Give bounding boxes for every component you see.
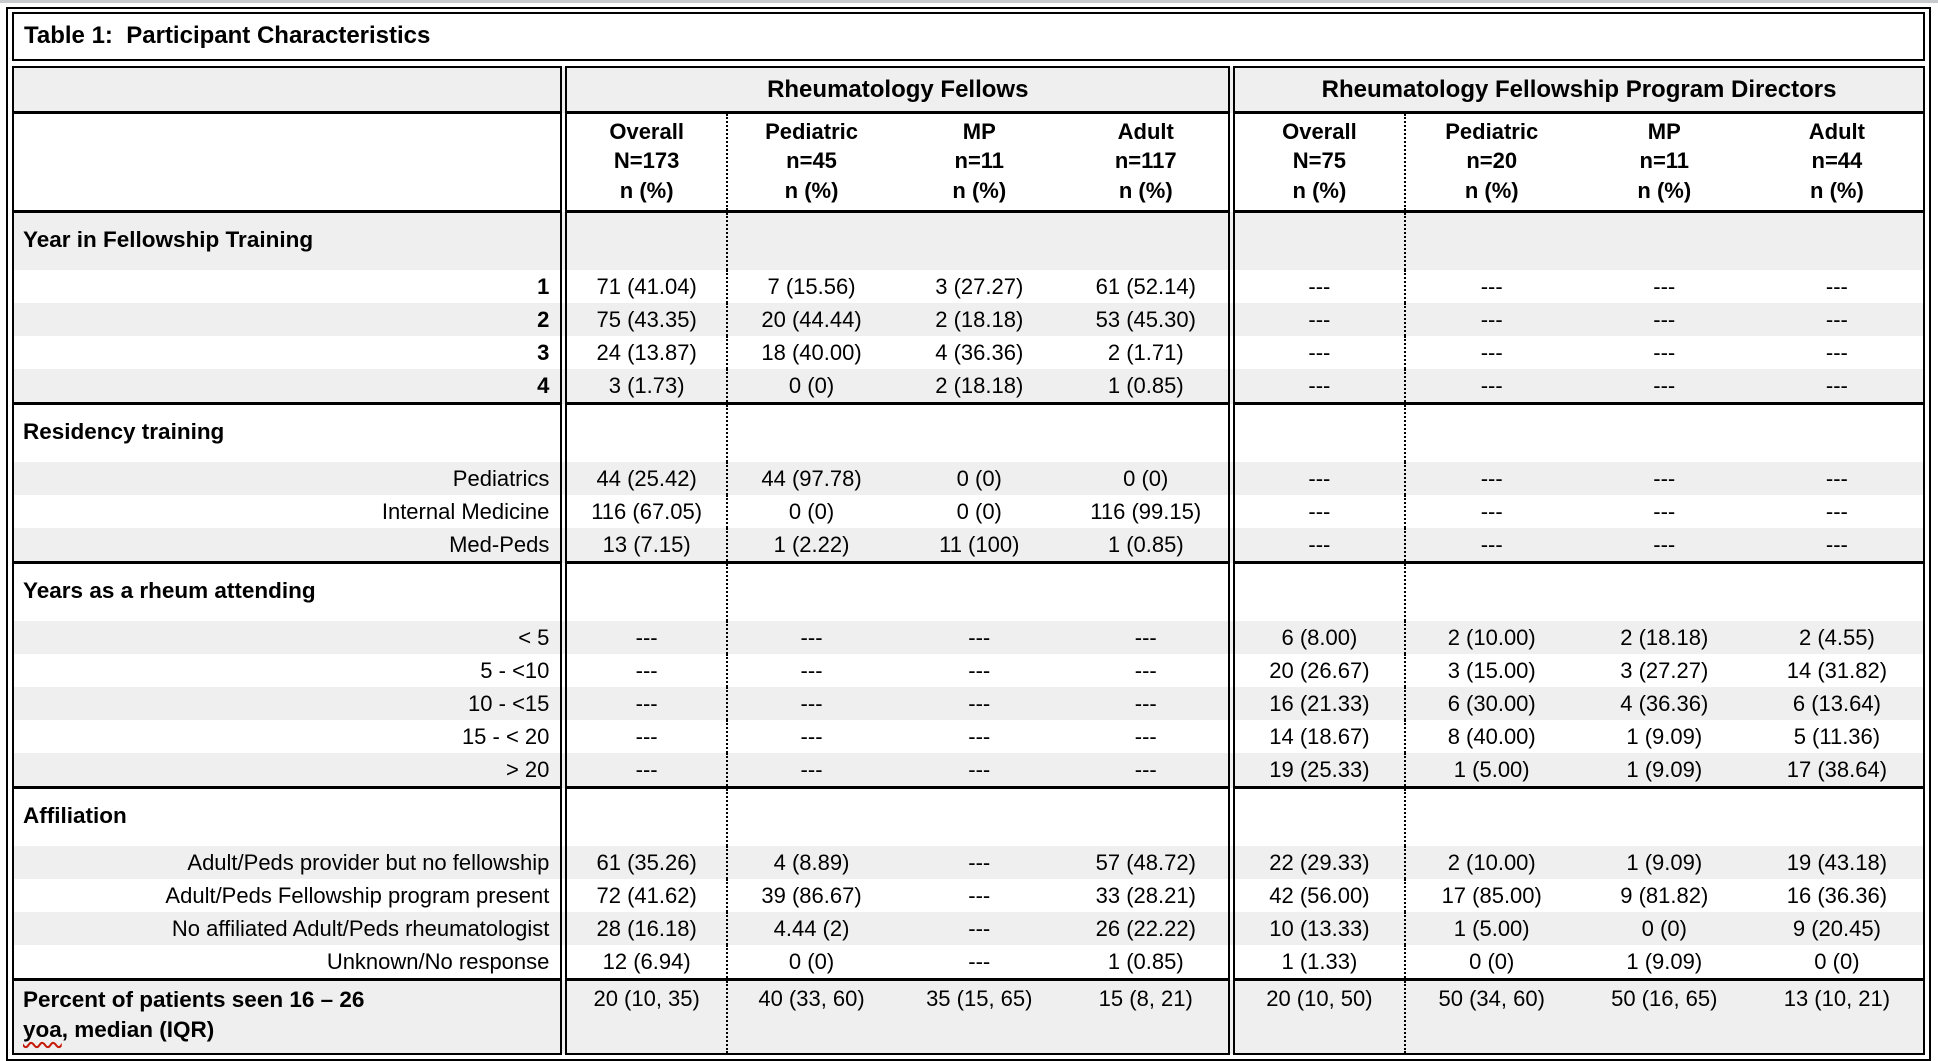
data-cell: 42 (56.00): [1232, 879, 1405, 912]
row-label: Med-Peds: [13, 528, 564, 563]
column-header-line: Pediatric: [1445, 119, 1539, 144]
summary-data-cell: 50 (34, 60): [1405, 980, 1578, 1055]
table-row: [13, 654, 1924, 687]
data-cell: 61 (52.14): [1095, 273, 1196, 299]
data-cell: 2 (18.18): [1578, 621, 1751, 654]
section-header-spacer-cell: [1232, 788, 1405, 847]
data-cell: ---: [564, 621, 727, 654]
row-label: 15 - < 20: [461, 723, 550, 749]
column-header: [895, 113, 1063, 212]
column-header-line: n (%): [1464, 177, 1519, 203]
data-cell: ---: [895, 753, 1063, 788]
data-cell: ---: [727, 720, 895, 753]
section-header-spacer-cell: [1578, 404, 1751, 463]
table-row: [13, 720, 1924, 753]
data-cell: 20 (44.44): [727, 303, 895, 336]
data-cell: ---: [727, 654, 895, 687]
data-cell: 6 (30.00): [1405, 687, 1578, 720]
summary-data-cell: 50 (16, 65): [1578, 980, 1751, 1055]
section-header-spacer-cell: [1063, 788, 1231, 847]
column-header: [1751, 113, 1924, 212]
data-cell: 2 (1.71): [1107, 339, 1184, 365]
column-header-line: Overall: [609, 119, 684, 144]
section-header-spacer-cell: [727, 788, 895, 847]
section-header-spacer-cell: [1063, 212, 1231, 271]
row-label: > 20: [13, 753, 564, 788]
data-cell: ---: [1653, 498, 1676, 524]
data-cell: 2 (10.00): [1405, 621, 1578, 654]
window-top-edge: [0, 0, 1938, 3]
data-cell: 4 (36.36): [935, 339, 1024, 365]
data-cell: ---: [1578, 528, 1751, 563]
column-header: [1405, 113, 1578, 212]
section-header-spacer-cell: [895, 563, 1063, 622]
section-header-spacer-cell: [1232, 212, 1405, 271]
data-cell: 1 (9.09): [1626, 723, 1703, 749]
data-cell: 9 (81.82): [1620, 882, 1709, 908]
table-row: [13, 212, 1924, 271]
data-cell: 12 (6.94): [564, 945, 727, 980]
data-cell: 0 (0): [956, 498, 1002, 524]
data-cell: ---: [1825, 498, 1848, 524]
data-cell: ---: [1578, 303, 1751, 336]
section-header-spacer-cell: [1232, 404, 1405, 463]
data-cell: ---: [1232, 495, 1405, 528]
data-cell: ---: [968, 882, 991, 908]
data-cell: 16 (21.33): [1232, 687, 1405, 720]
summary-row-label: Percent of patients seen 16 – 26 yoa, median (IQR): [13, 980, 564, 1055]
data-cell: 0 (0): [1578, 912, 1751, 945]
table-row: [13, 303, 1924, 336]
table-row: [13, 846, 1924, 879]
data-cell: 0 (0): [895, 462, 1063, 495]
section-header-spacer-cell: [1405, 788, 1578, 847]
data-cell: ---: [1232, 303, 1405, 336]
column-header-line: Pediatric: [765, 119, 858, 144]
table-title: Table 1: Participant Characteristics: [12, 12, 1925, 61]
column-header-line: n (%): [952, 177, 1007, 203]
data-cell: 26 (22.22): [1063, 912, 1231, 945]
row-label: < 5: [13, 621, 564, 654]
table-row: [13, 336, 1924, 369]
data-cell: 61 (35.26): [564, 846, 727, 879]
column-header-line: MP: [1647, 119, 1681, 144]
section-header-spacer-cell: [895, 212, 1063, 271]
data-cell: 33 (28.21): [1095, 882, 1196, 908]
table-row: [13, 563, 1924, 622]
summary-data-cell: 40 (33, 60): [727, 980, 895, 1055]
row-label: Unknown/No response: [326, 948, 550, 974]
section-header-spacer-cell: [895, 788, 1063, 847]
section-header-spacer-cell: [1405, 212, 1578, 271]
data-cell: 72 (41.62): [564, 879, 727, 912]
table-outer-frame: [6, 7, 1931, 1061]
data-cell: 1 (0.85): [1063, 528, 1231, 563]
data-cell: 24 (13.87): [564, 336, 727, 369]
column-header-line: n (%): [1118, 177, 1173, 203]
data-cell: ---: [968, 948, 991, 974]
data-cell: 2 (4.55): [1751, 621, 1924, 654]
misspelled-word: yoa: [23, 1017, 62, 1043]
data-cell: ---: [1825, 339, 1848, 365]
table-row: [13, 369, 1924, 404]
section-header-label: Affiliation: [13, 788, 564, 847]
column-header-line: n (%): [1292, 177, 1347, 203]
data-cell: 1 (5.00): [1405, 753, 1578, 788]
data-cell: ---: [1578, 369, 1751, 404]
section-header-spacer-cell: [564, 212, 727, 271]
section-header-spacer-cell: [1751, 404, 1924, 463]
data-cell: ---: [564, 753, 727, 788]
column-header: [1063, 113, 1231, 212]
section-header-spacer-cell: [727, 404, 895, 463]
section-header-spacer-cell: [727, 212, 895, 271]
data-cell: 7 (15.56): [727, 270, 895, 303]
table-row: [13, 912, 1924, 945]
column-header-line: n=44: [1811, 148, 1863, 174]
data-cell: 4 (36.36): [1578, 687, 1751, 720]
table-row: [13, 945, 1924, 980]
row-label-spacer: [13, 67, 564, 113]
section-header-label: Residency training: [13, 404, 564, 463]
row-label: 3: [537, 339, 550, 365]
section-header-spacer-cell: [1063, 563, 1231, 622]
data-cell: ---: [1232, 369, 1405, 404]
column-header-line: n (%): [619, 177, 674, 203]
column-header-line: n=20: [1466, 148, 1518, 174]
data-cell: ---: [564, 654, 727, 687]
data-cell: ---: [1134, 723, 1157, 749]
data-cell: ---: [564, 720, 727, 753]
data-cell: 53 (45.30): [1063, 303, 1231, 336]
section-header-spacer-cell: [564, 788, 727, 847]
data-cell: ---: [1825, 273, 1848, 299]
column-header-line: N=75: [1292, 148, 1347, 174]
data-cell: ---: [564, 687, 727, 720]
section-header-spacer-cell: [564, 404, 727, 463]
data-cell: 18 (40.00): [727, 336, 895, 369]
data-cell: 4 (8.89): [727, 846, 895, 879]
column-header-line: MP: [962, 119, 996, 144]
data-cell: 0 (0): [1814, 948, 1860, 974]
data-cell: 19 (43.18): [1751, 846, 1924, 879]
data-cell: ---: [1405, 369, 1578, 404]
data-cell: 57 (48.72): [1063, 846, 1231, 879]
column-header-line: n=117: [1114, 148, 1177, 174]
data-cell: 3 (1.73): [564, 369, 727, 404]
section-header-label: Year in Fellowship Training: [13, 212, 564, 271]
data-cell: ---: [1653, 339, 1676, 365]
table-row: [13, 621, 1924, 654]
data-cell: 0 (0): [1063, 462, 1231, 495]
column-header: [564, 113, 727, 212]
data-cell: 0 (0): [727, 495, 895, 528]
data-cell: ---: [1751, 369, 1924, 404]
column-header-line: Adult: [1808, 119, 1865, 144]
column-header: [1232, 113, 1405, 212]
data-cell: 17 (85.00): [1405, 879, 1578, 912]
data-cell: 2 (18.18): [895, 303, 1063, 336]
data-cell: ---: [968, 657, 991, 683]
row-label: No affiliated Adult/Peds rheumatologist: [13, 912, 564, 945]
data-cell: 13 (7.15): [564, 528, 727, 563]
summary-data-cell: 15 (8, 21): [1063, 980, 1231, 1055]
column-header-line: n (%): [784, 177, 839, 203]
table-row: [13, 270, 1924, 303]
data-cell: 28 (16.18): [564, 912, 727, 945]
data-cell: 44 (25.42): [564, 462, 727, 495]
data-cell: 44 (97.78): [727, 462, 895, 495]
table-row: [13, 462, 1924, 495]
summary-data-cell: 20 (10, 50): [1232, 980, 1405, 1055]
data-cell: ---: [895, 846, 1063, 879]
table-row: [13, 687, 1924, 720]
summary-data-cell: 35 (15, 65): [895, 980, 1063, 1055]
participant-table: [12, 66, 1925, 1055]
data-cell: ---: [1751, 528, 1924, 563]
data-cell: 116 (67.05): [564, 495, 727, 528]
data-cell: 71 (41.04): [564, 270, 727, 303]
data-cell: ---: [1405, 303, 1578, 336]
row-label: Adult/Peds Fellowship program present: [165, 882, 550, 908]
data-cell: ---: [1232, 336, 1405, 369]
data-cell: ---: [727, 753, 895, 788]
data-cell: 3 (27.27): [1620, 657, 1709, 683]
row-label: Pediatrics: [13, 462, 564, 495]
column-header-line: n=11: [1639, 148, 1690, 174]
data-cell: 0 (0): [727, 369, 895, 404]
data-cell: ---: [727, 621, 895, 654]
table-row: [13, 404, 1924, 463]
section-header-spacer-cell: [1578, 788, 1751, 847]
data-cell: ---: [1232, 528, 1405, 563]
column-header-line: n (%): [1637, 177, 1692, 203]
data-cell: 19 (25.33): [1232, 753, 1405, 788]
data-cell: ---: [1751, 462, 1924, 495]
data-cell: 1 (0.85): [1107, 948, 1184, 974]
data-cell: ---: [1063, 687, 1231, 720]
table-row: [13, 67, 1924, 113]
column-header: [727, 113, 895, 212]
data-cell: ---: [1063, 753, 1231, 788]
row-label: 2: [13, 303, 564, 336]
data-cell: 10 (13.33): [1232, 912, 1405, 945]
data-cell: ---: [1653, 273, 1676, 299]
row-label: 5 - <10: [480, 657, 550, 683]
data-cell: 9 (20.45): [1751, 912, 1924, 945]
data-cell: 1 (9.09): [1626, 948, 1703, 974]
data-cell: 1 (1.33): [1232, 945, 1405, 980]
table-row: [13, 879, 1924, 912]
column-header-line: n=45: [786, 148, 837, 174]
data-cell: ---: [895, 687, 1063, 720]
table-row: [13, 495, 1924, 528]
column-group-header: Rheumatology Fellows: [564, 67, 1232, 113]
data-cell: 4.44 (2): [727, 912, 895, 945]
row-label: 1: [537, 273, 550, 299]
section-header-spacer-cell: [564, 563, 727, 622]
data-cell: 22 (29.33): [1232, 846, 1405, 879]
table-row: [13, 113, 1924, 212]
section-header-spacer-cell: [895, 404, 1063, 463]
data-cell: 1 (9.09): [1578, 753, 1751, 788]
section-header-label: Years as a rheum attending: [13, 563, 564, 622]
table-row: [13, 528, 1924, 563]
data-cell: 3 (15.00): [1405, 654, 1578, 687]
data-cell: 1 (2.22): [727, 528, 895, 563]
data-cell: 14 (18.67): [1232, 720, 1405, 753]
data-cell: ---: [1134, 657, 1157, 683]
data-cell: ---: [1405, 495, 1578, 528]
data-cell: 8 (40.00): [1405, 720, 1578, 753]
table-row: [13, 788, 1924, 847]
column-header-line: n (%): [1810, 177, 1864, 203]
column-header-line: N=173: [613, 148, 680, 174]
data-cell: 16 (36.36): [1786, 882, 1888, 908]
data-cell: 5 (11.36): [1793, 723, 1881, 749]
data-cell: 1 (5.00): [1405, 912, 1578, 945]
data-cell: 6 (8.00): [1232, 621, 1405, 654]
data-cell: 3 (27.27): [935, 273, 1024, 299]
data-cell: 14 (31.82): [1786, 657, 1888, 683]
data-cell: 1 (9.09): [1578, 846, 1751, 879]
row-label: 4: [13, 369, 564, 404]
data-cell: ---: [1405, 270, 1578, 303]
section-header-spacer-cell: [1751, 788, 1924, 847]
row-label: Adult/Peds provider but no fellowship: [13, 846, 564, 879]
column-header-line: Overall: [1282, 119, 1357, 144]
row-label: Internal Medicine: [381, 498, 550, 524]
table-row: [13, 980, 1924, 1055]
data-cell: ---: [1232, 270, 1405, 303]
data-cell: 11 (100): [895, 528, 1063, 563]
column-header: [1578, 113, 1751, 212]
data-cell: 6 (13.64): [1751, 687, 1924, 720]
data-cell: 2 (18.18): [895, 369, 1063, 404]
table-row: [13, 753, 1924, 788]
data-cell: ---: [1578, 462, 1751, 495]
summary-data-cell: 20 (10, 35): [564, 980, 727, 1055]
data-cell: ---: [1405, 462, 1578, 495]
data-cell: 39 (86.67): [727, 879, 895, 912]
data-cell: 20 (26.67): [1232, 654, 1405, 687]
data-cell: 0 (0): [1405, 945, 1578, 980]
data-cell: 75 (43.35): [564, 303, 727, 336]
data-cell: 116 (99.15): [1090, 498, 1202, 524]
data-cell: ---: [1232, 462, 1405, 495]
table-body: [13, 212, 1924, 1055]
row-label-spacer: [13, 113, 564, 212]
section-header-spacer-cell: [727, 563, 895, 622]
section-header-spacer-cell: [1578, 563, 1751, 622]
table-head: [13, 67, 1924, 212]
section-header-spacer-cell: [1405, 563, 1578, 622]
section-header-spacer-cell: [1405, 404, 1578, 463]
data-cell: 17 (38.64): [1751, 753, 1924, 788]
column-header-line: Adult: [1117, 119, 1174, 144]
data-cell: 0 (0): [727, 945, 895, 980]
column-group-header: Rheumatology Fellowship Program Directors: [1232, 67, 1924, 113]
data-cell: ---: [1405, 528, 1578, 563]
section-header-spacer-cell: [1063, 404, 1231, 463]
data-cell: ---: [895, 912, 1063, 945]
section-header-spacer-cell: [1751, 212, 1924, 271]
data-cell: ---: [1751, 303, 1924, 336]
section-header-spacer-cell: [1578, 212, 1751, 271]
data-cell: ---: [1405, 336, 1578, 369]
row-label: 10 - <15: [13, 687, 564, 720]
section-header-spacer-cell: [1751, 563, 1924, 622]
section-header-spacer-cell: [1232, 563, 1405, 622]
column-header-line: n=11: [954, 148, 1005, 174]
data-cell: 1 (0.85): [1063, 369, 1231, 404]
data-cell: ---: [1063, 621, 1231, 654]
summary-data-cell: 13 (10, 21): [1751, 980, 1924, 1055]
data-cell: ---: [895, 621, 1063, 654]
data-cell: 2 (10.00): [1405, 846, 1578, 879]
data-cell: ---: [727, 687, 895, 720]
data-cell: ---: [968, 723, 991, 749]
